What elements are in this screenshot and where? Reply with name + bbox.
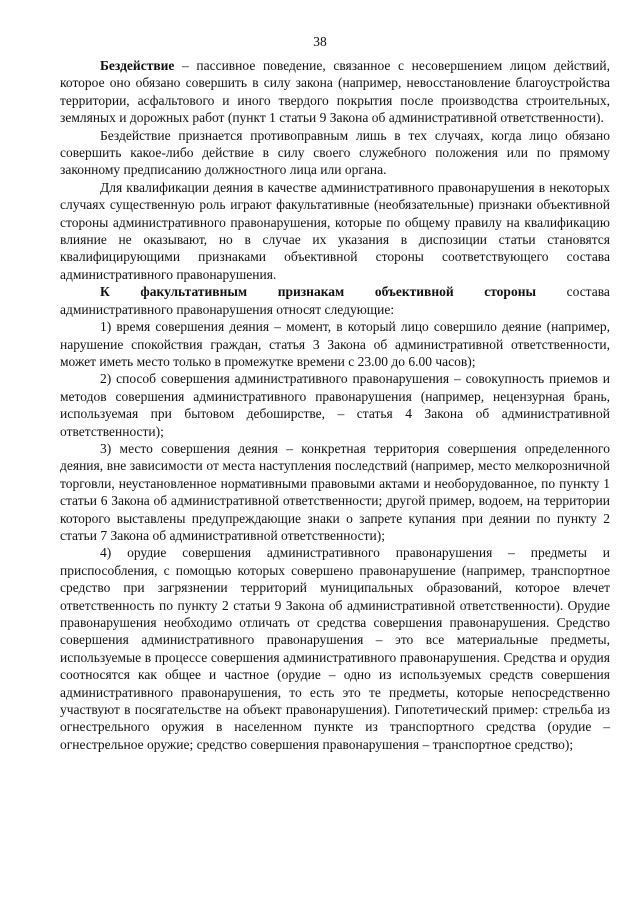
paragraph-inaction-definition-text: – пассивное поведение, связанное с несовершением лицом действий, которое оно обязано совершить в силу закона (например, невосстановление благоустройства территории, асфальтового и иного твердого покрытия после производства строительных, земляных и дорожных работ (пункт 1 статьи 9 Закона об административной ответственности). [60, 58, 610, 126]
optional-features-heading [60, 283, 610, 300]
list-item-instrument: 4) орудие совершения административного правонарушения – предметы и приспособления, с помощью которых совершено правонарушение (например, транспортное средство при загрязнении территорий муниципальных образований, которое влечет ответственность по пункту 2 статьи 9 Закона об административной ответственности). Орудие правонарушения необходимо отличать от средства совершения правонарушения. Средство совершения административного правонарушения – это все материальные предметы, используемые в процессе совершения административного правонарушения. Средства и орудия соотносятся как общее и частное (орудие – одно из используемых средств совершения административного правонарушения, то есть это те предметы, которые непосредственно участвуют в посягательстве на объект правонарушения). Гипотетический пример: стрельба из огнестрельного оружия в населенном пункте из транспортного средства (орудие – огнестрельное оружие; средство совершения правонарушения – транспортное средство); [60, 545, 610, 752]
paragraph-qualification: Для квалификации деяния в качестве административного правонарушения в некоторых случаях существенную роль играют факультативные (необязательные) признаки объективной стороны административного правонарушения, которые по общему правилу на квалификацию влияние не оказывают, но в случае их указания в диспозиции статьи становятся квалифицирующими признаками объективной стороны соответствующего состава административного правонарушения. [60, 179, 610, 282]
optional-features-heading-continuation: административного правонарушения относят следующие: [60, 301, 395, 317]
heading-word-6: состава [566, 284, 610, 300]
heading-word-1: К [100, 284, 110, 300]
heading-word-3: признакам [277, 284, 345, 300]
paragraph-inaction-unlawful: Бездействие признается противоправным лишь в тех случаях, когда лицо обязано совершить какое-либо действие в силу своего служебного положения или по прямому законному предписанию должностного лица или органа. [60, 127, 610, 178]
heading-word-5: стороны [484, 284, 537, 300]
page-number: 38 [313, 34, 327, 49]
list-item-method: 2) способ совершения административного правонарушения – совокупность приемов и методов совершения административного правонарушения (например, нецензурная брань, используемая при бытовом дебоширстве, – статья 4 Закона об административной ответственности); [60, 371, 610, 439]
paragraph-inaction-definition [60, 57, 610, 127]
page-body [60, 57, 610, 753]
heading-word-2: факультативным [140, 284, 248, 300]
term-inaction: Бездействие [100, 58, 175, 73]
heading-word-4: объективной [374, 284, 454, 300]
list-item-time: 1) время совершения деяния – момент, в который лицо совершило деяние (например, нарушение спокойствия граждан, статья 3 Закона об административной ответственности, может иметь место только в промежутке времени с 23.00 до 6.00 часов); [60, 319, 610, 369]
list-item-place: 3) место совершения деяния – конкретная территория совершения определенного деяния, вне зависимости от места наступления последствий (например, место мелкорозничной торговли, неустановленное нормативными правовыми актами и необорудованное, по пункту 1 статьи 6 Закона об административной ответственности; другой пример, водоем, на территории которого выставлены предупреждающие знаки о запрете купания при деянии по пункту 2 статьи 7 Закона об административной ответственности); [60, 440, 610, 543]
